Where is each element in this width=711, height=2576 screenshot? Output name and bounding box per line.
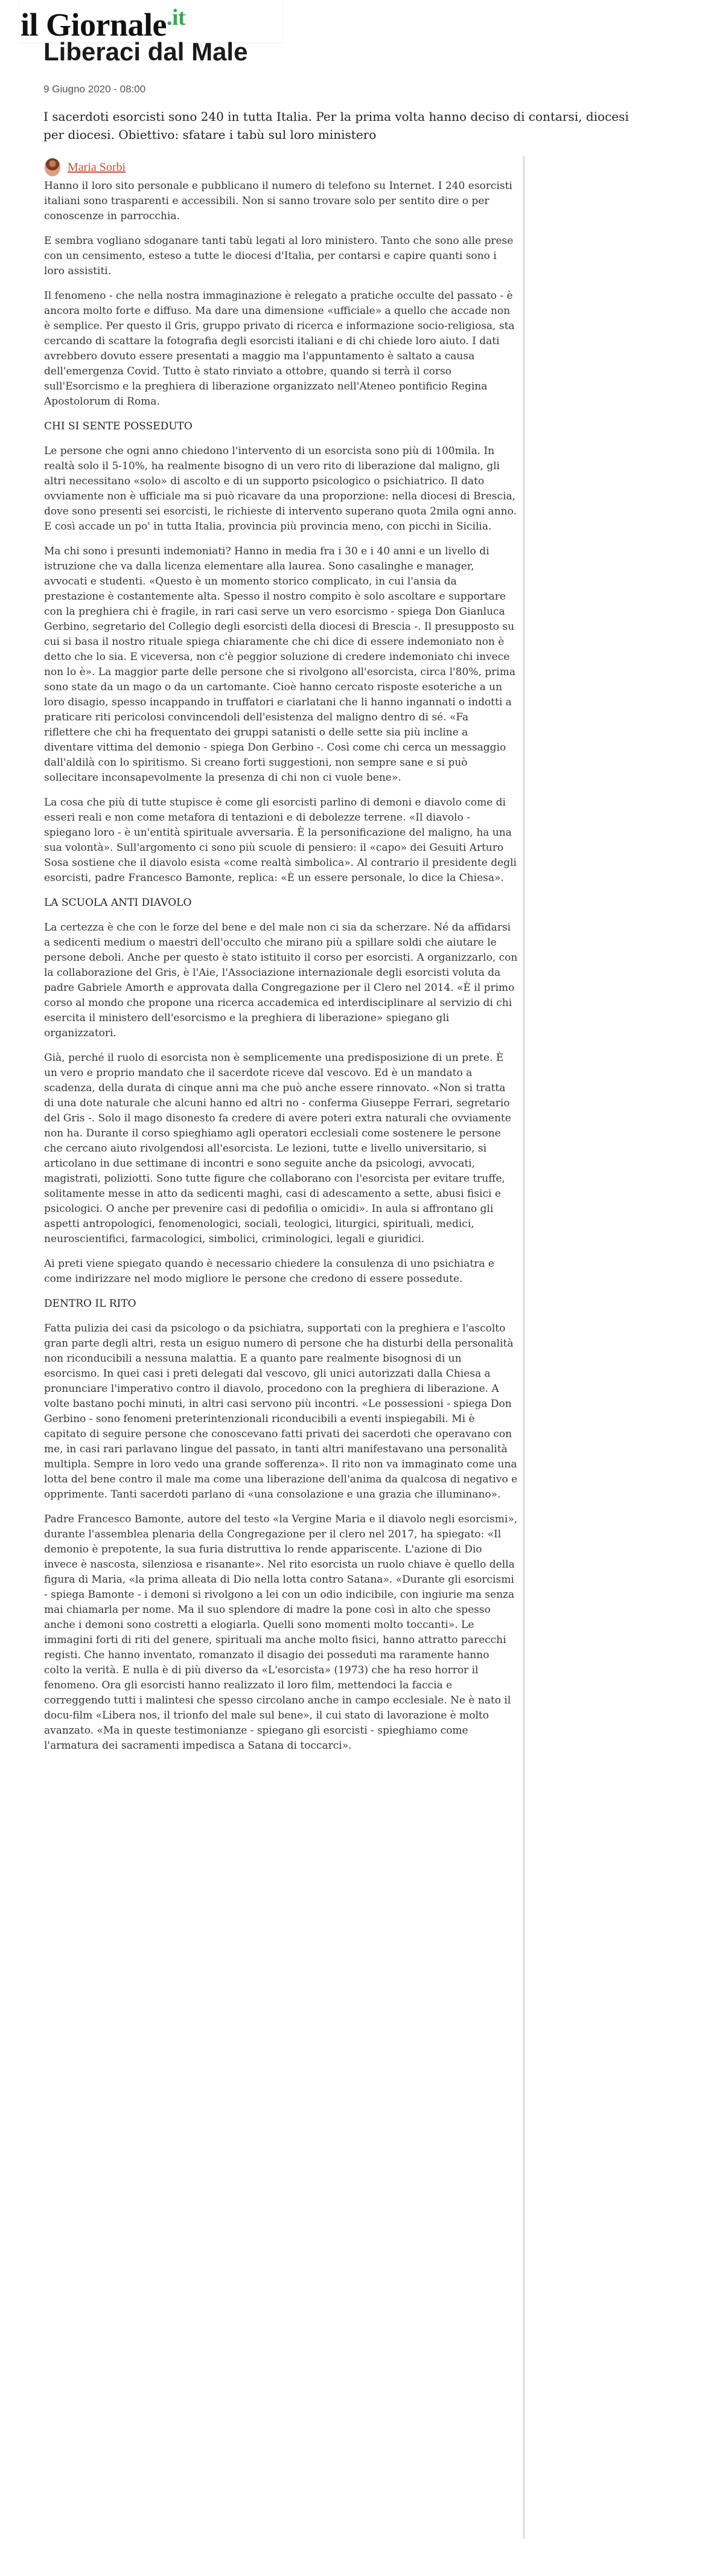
- section-heading: CHI SI SENTE POSSEDUTO: [44, 420, 193, 432]
- article-paragraph: La certezza è che con le forze del bene e del male non ci sia da scherzare. Né da affidarsi a sedicenti medium o maestri dell'occulto che mirano più a spillare soldi che aiutare le persone deboli. Anche per questo è stato istituito il corso per esorcisti. A organizzarlo, con la collaborazione del Gris, è l'Aie, l'Associazione internazionale degli esorcisti voluta da padre Gabriele Amorth e approvata dalla Congregazione per il Clero nel 2014. «È il primo corso al mondo che propone una ricerca accademica ed interdisciplinare al servizio di chi esercita il ministero dell'esorcismo e la preghiera di liberazione» spiegano gli organizzatori.: [44, 921, 518, 1039]
- logo-wordmark: il Giornale$^{.it}$: [21, 5, 186, 43]
- article-date: 9 Giugno 2020 - 08:00: [43, 83, 146, 95]
- article-body: [44, 179, 518, 1763]
- article-paragraph: Ai preti viene spiegato quando è necessario chiedere la consulenza di uno psichiatra e come indirizzare nel modo migliore le persone che credono di essere possedute.: [44, 1258, 494, 1285]
- article-lede: I sacerdoti esorcisti sono 240 in tutta Italia. Per la prima volta hanno deciso di contarsi, diocesi per diocesi. Obiettivo: sfatare i tabù sul loro ministero: [43, 109, 629, 142]
- article-paragraph: E sembra vogliano sdoganare tanti tabù legati al loro ministero. Tanto che sono alle prese con un censimento, esteso a tutte le diocesi d'Italia, per contarsi e capire quanti sono i loro assistiti.: [44, 235, 514, 277]
- article-paragraph: Hanno il loro sito personale e pubblicano il numero di telefono su Internet. I 240 esorcisti italiani sono trasparenti e accessibili. Non si sanno trovare solo per sentito dire o per conoscenze in parrocchia.: [44, 180, 512, 222]
- article-paragraph: Già, perché il ruolo di esorcista non è semplicemente una predisposizione di un prete. È un vero e proprio mandato che il sacerdote riceve dal vescovo. Ed è un mandato a scadenza, della durata di cinque anni ma che può anche essere rinnovato. «Non si tratta di una dote naturale che alcuni hanno ed altri no - conferma Giuseppe Ferrari, segretario del Gris -. Solo il mago disonesto fa credere di avere poteri extra naturali che ovviamente non ha. Durante il corso spieghiamo agli operatori ecclesiali come sostenere le persone che cercano aiuto rivolgendosi all'esorcista. Le lezioni, tutte e livello universitario, si articolano in due settimane di incontri e sono seguite anche da psicologi, avvocati, magistrati, poliziotti. Sono tutte figure che collaborano con l'esorcista per evitare truffe, solitamente messe in atto da sedicenti maghi, casi di adescamento a sette, abusi fisici e psicologici. O anche per prevenire casi di pedofilia o omicidi». In aula si affrontano gli aspetti antropologici, fenomenologici, sociali, teologici, liturgici, spirituali, medici, neuroscientifici, farmacologici, simbolici, criminologici, legali e giuridici.: [44, 1052, 511, 1245]
- logo-tld: .it: [166, 5, 186, 30]
- author-link[interactable]: Maria Sorbi: [68, 160, 126, 174]
- author-avatar: [45, 158, 60, 176]
- section-heading: DENTRO IL RITO: [44, 1298, 136, 1310]
- sidebar-rail: [523, 156, 525, 2539]
- article-paragraph: Il fenomeno - che nella nostra immaginazione è relegato a pratiche occulte del passato - è ancora molto forte e diffuso. Ma dare una dimensione «ufficiale» a quello che accade non è semplice. Per questo il Gris, gruppo privato di ricerca e informazione socio-religiosa, sta cercando di scattare la fotografia degli esorcisti italiani e di chi chiede loro aiuto. I dati avrebbero dovuto essere presentati a maggio ma l'appuntamento è saltato a causa dell'emergenza Covid. Tutto è stato rinviato a ottobre, quando si terrà il corso sull'Esorcismo e la preghiera di liberazione organizzato nell'Ateneo pontificio Regina Apostolorum di Roma.: [44, 290, 515, 408]
- article-paragraph: La cosa che più di tutte stupisce è come gli esorcisti parlino di demoni e diavolo come di esseri reali e non come metafora di tentazioni e di debolezze terrene. «Il diavolo - spiegano loro - è un'entità spirituale avversaria. È la personificazione del maligno, ha una sua volontà». Sull'argomento ci sono più scuole di pensiero: il «capo» dei Gesuiti Arturo Sosa sostiene che il diavolo esista «come realtà simbolica». Al contrario il presidente degli esorcisti, padre Francesco Bamonte, replica: «È un essere personale, lo dice la Chiesa».: [44, 796, 517, 884]
- article-paragraph: Ma chi sono i presunti indemoniati? Hanno in media fra i 30 e i 40 anni e un livello di istruzione che va dalla licenza elementare alla laurea. Sono casalinghe e manager, avvocati e studenti. «Questo è un momento storico complicato, in cui l'ansia da prestazione è costantemente alta. Spesso il nostro compito è solo ascoltare e supportare con la preghiera chi è fragile, in rari casi serve un vero esorcismo - spiega Don Gianluca Gerbino, segretario del Collegio degli esorcisti della diocesi di Brescia -. Il presupposto su cui si basa il nostro rituale spiega chiaramente che chi dice di essere indemoniato non è detto che lo sia. E viceversa, non c'è peggior soluzione di credere indemoniato chi invece non lo è». La maggior parte delle persone che si rivolgono all'esorcista, circa l'80%, prima sono state da un mago o da un cartomante. Cioè hanno cercato risposte esoteriche a un loro disagio, spesso incappando in truffatori e ciarlatani che li hanno ingannati o indotti a praticare riti pericolosi convincendoli dell'esistenza del maligno dentro di sé. «Fa riflettere che chi ha frequentato dei gruppi satanisti o delle sette sia più incline a diventare vittima del demonio - spiega Don Gerbino -. Così come chi cerca un messaggio dall'aldilà con lo spiritismo. Si creano forti suggestioni, non sempre sane e si può sollecitare inconsapevolmente la presenza di chi non ci vuole bene».: [44, 545, 515, 784]
- article-paragraph: Le persone che ogni anno chiedono l'intervento di un esorcista sono più di 100mila. In realtà solo il 5-10%, ha realmente bisogno di un vero rito di liberazione dal maligno, gli altri necessitano «solo» di ascolto e di un supporto psicologico o psichiatrico. Il dato ovviamente non è ufficiale ma si può ricavare da una proporzione: nella diocesi di Brescia, dove sono presenti sei esorcisti, le richieste di intervento superano quota 2mila ogni anno. E così accade un po' in tutta Italia, provincia più provincia meno, con picchi in Sicilia.: [44, 445, 517, 533]
- author-byline: [45, 158, 126, 176]
- article-title: Liberaci dal Male: [43, 37, 248, 66]
- article-paragraph: Fatta pulizia dei casi da psicologo o da psichiatra, supportati con la preghiera e l'ascolto gran parte degli altri, resta un esiguo numero di persone che ha disturbi della personalità non riconducibili a nessuna malattia. E a quanto pare realmente bisognosi di un esorcismo. In quei casi i preti delegati dal vescovo, gli unici autorizzati dalla Chiesa a pronunciare l'imperativo contro il diavolo, procedono con la preghiera di liberazione. A volte bastano pochi minuti, in altri casi servono più incontri. «Le possessioni - spiega Don Gerbino - sono fenomeni preterintenzionali riconducibili a eventi inspiegabili. Mi è capitato di seguire persone che conoscevano fatti privati dei sacerdoti che operavano con me, in casi rari parlavano lingue del passato, in tanti altri manifestavano una personalità multipla. Sempre in loro vedo una grande sofferenza». Il rito non va immaginato come una lotta del bene contro il male ma come una liberazione dell'anima da qualcosa di negativo e opprimente. Tanti sacerdoti parlano di «una consolazione e una grazia che illuminano».: [44, 1322, 518, 1501]
- section-heading: LA SCUOLA ANTI DIAVOLO: [44, 897, 192, 909]
- article-paragraph: Padre Francesco Bamonte, autore del testo «la Vergine Maria e il diavolo negli esorcismi», durante l'assemblea plenaria della Congregazione per il clero nel 2017, ha spiegato: «Il demonio è prepotente, la sua furia distruttiva lo rende appariscente. L'azione di Dio invece è nascosta, silenziosa e risanante». Nel rito esorcista un ruolo chiave è quello della figura di Maria, «la prima alleata di Dio nella lotta contro Satana». «Durante gli esorcismi - spiega Bamonte - i demoni si rivolgono a lei con un odio indicibile, con ingiurie ma senza mai chiamarla per nome. Ma il suo splendore di madre la pone così in alto che spesso anche i demoni sono costretti a elogiarla. Quelli sono momenti molto toccanti». Le immagini forti di riti del genere, spirituali ma anche molto fisici, hanno attratto parecchi registi. Che hanno inventato, romanzato il disagio dei posseduti ma raramente hanno colto la verità. E nulla è di più diverso da «L'esorcista» (1973) che ha reso horror il fenomeno. Ora gli esorcisti hanno realizzato il loro film, mettendoci la faccia e correggendo tutti i malintesi che spesso circolano anche in campo ecclesiale. Ne è nato il docu-film «Libera nos, il trionfo del male sul bene», il cui stato di lavorazione è molto avanzato. «Ma in queste testimonianze - spiegano gli esorcisti - spieghiamo come l'armatura dei sacramenti impedisca a Satana di toccarci».: [44, 1513, 518, 1752]
